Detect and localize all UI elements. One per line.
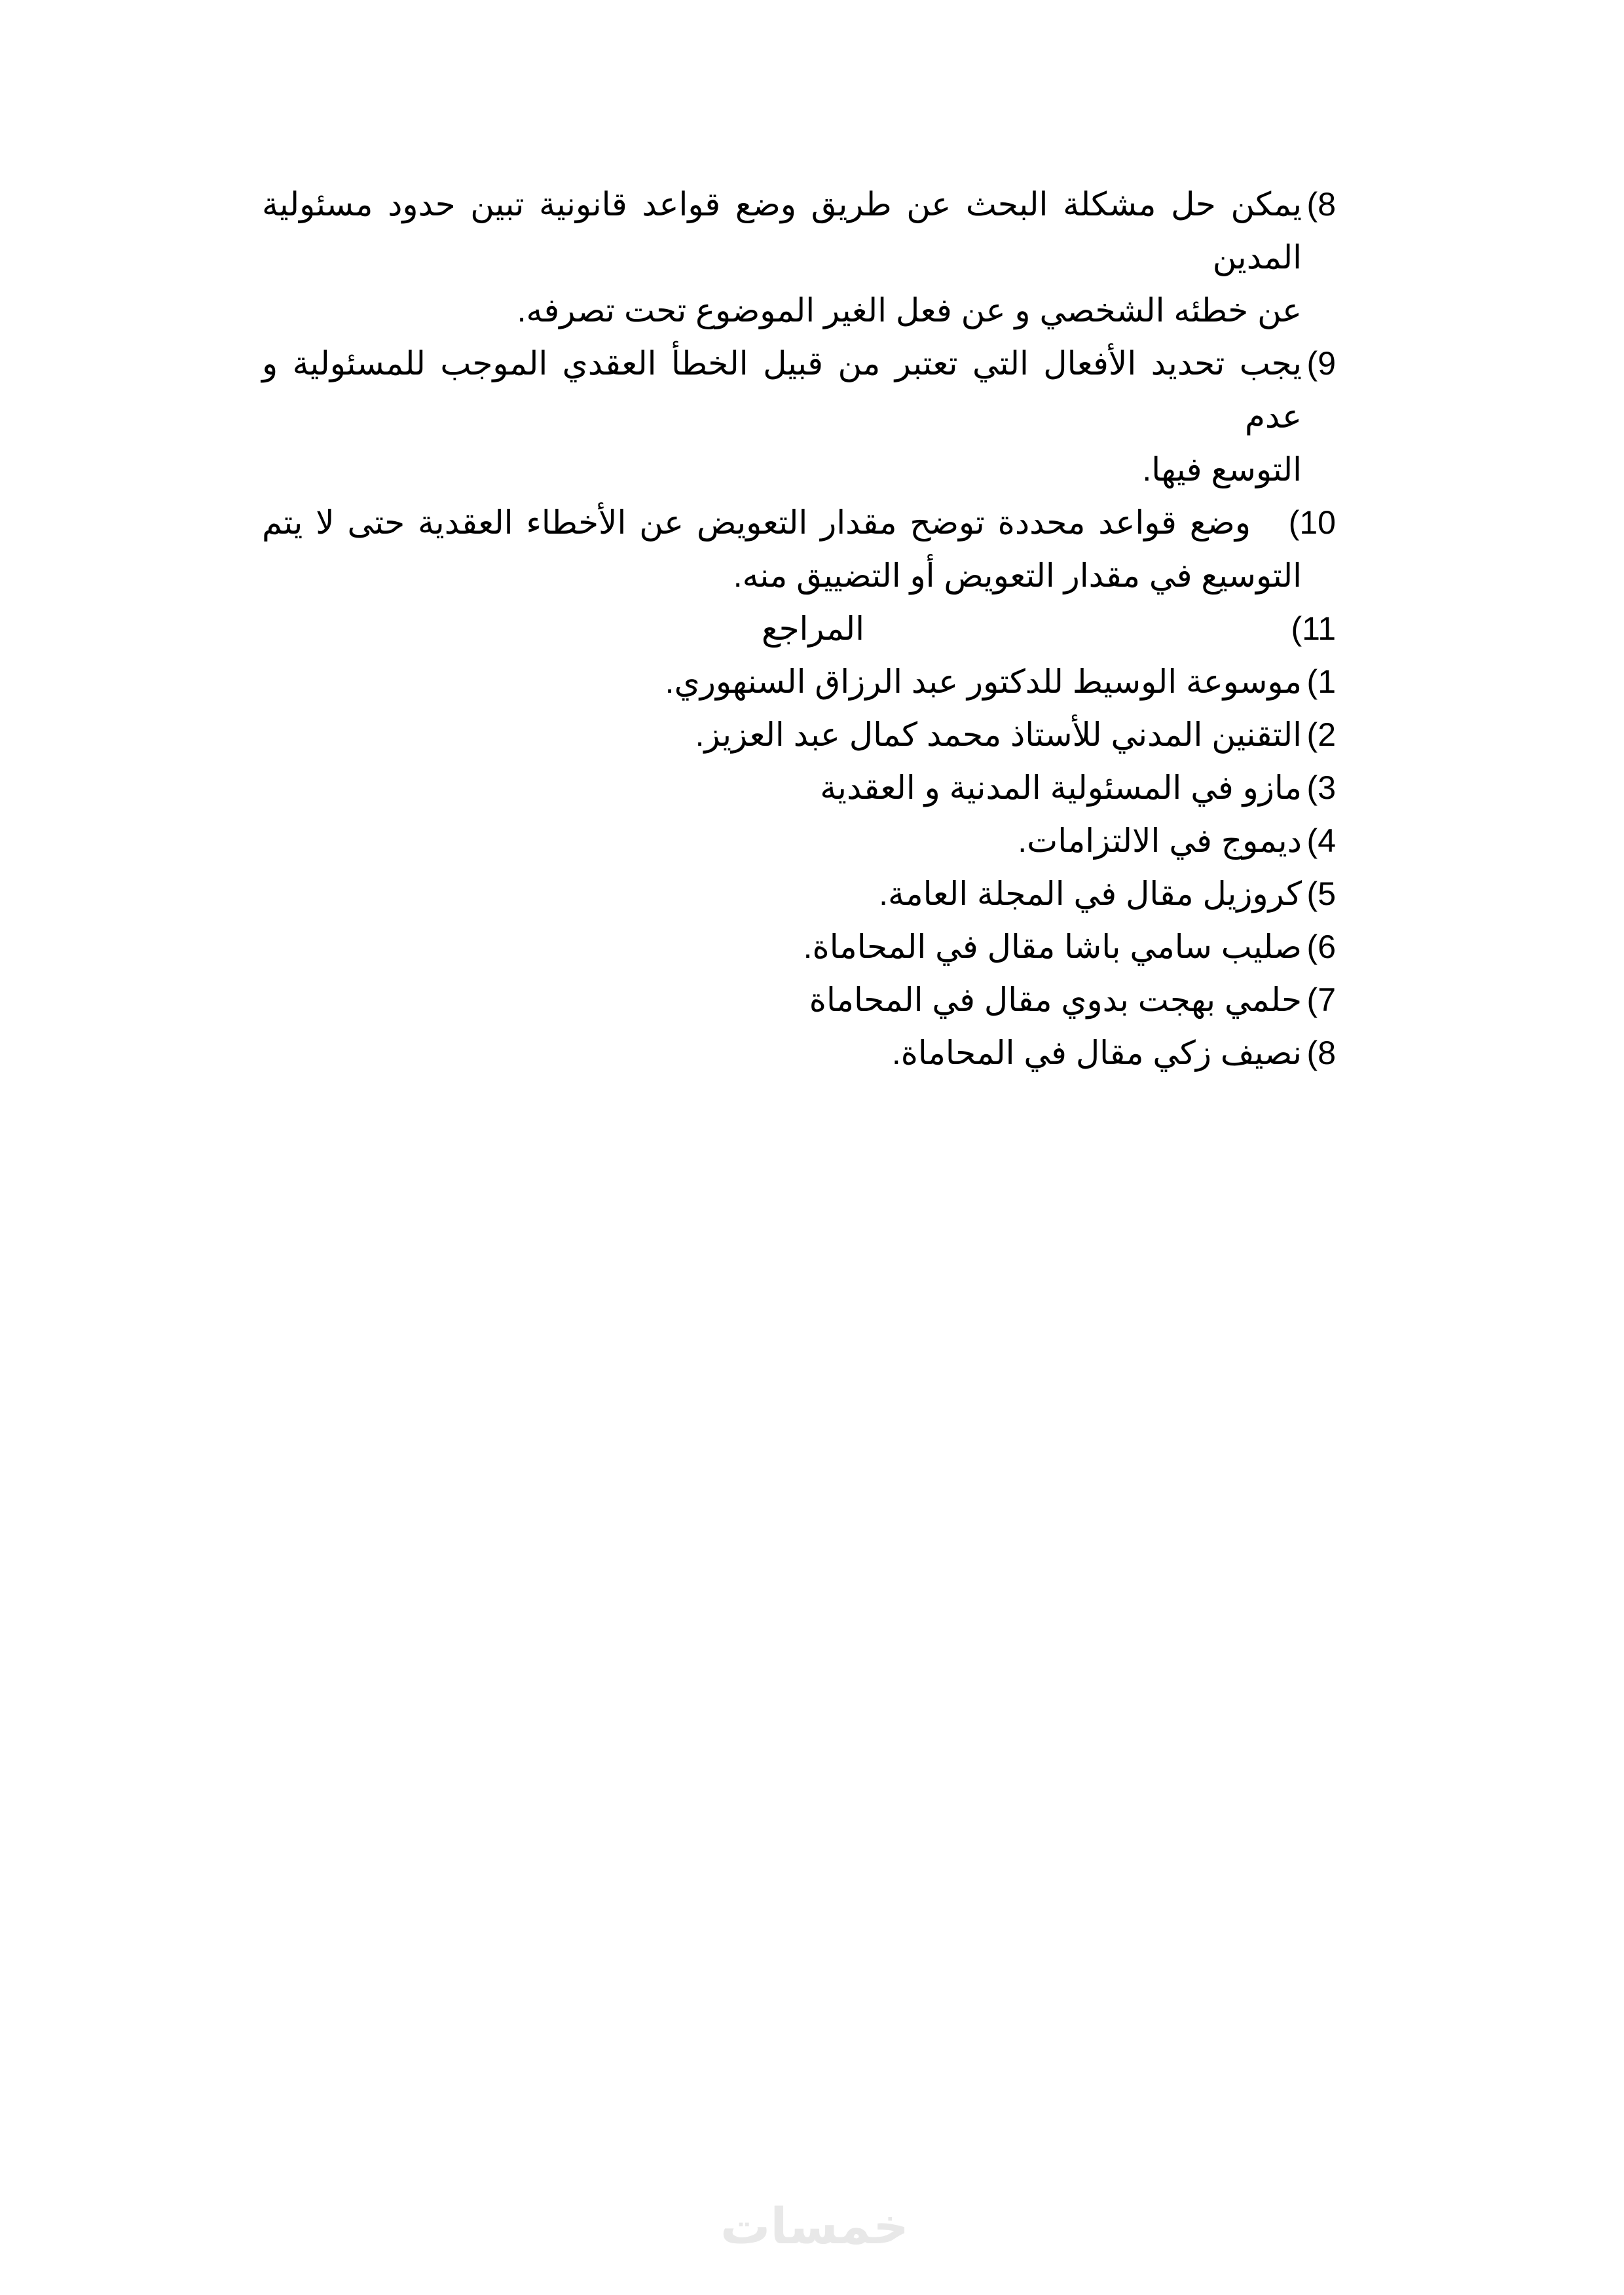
reference-text: حلمي بهجت بدوي مقال في المحاماة bbox=[809, 982, 1302, 1018]
reference-item-5 bbox=[262, 868, 1336, 921]
item-number: 8) bbox=[1306, 186, 1336, 223]
reference-number: 5) bbox=[1306, 875, 1336, 912]
item-line: التوسيع في مقدار التعويض أو التضييق منه. bbox=[733, 557, 1302, 594]
reference-text: موسوعة الوسيط للدكتور عبد الرزاق السنهوري. bbox=[665, 663, 1302, 700]
reference-item-7 bbox=[262, 974, 1336, 1027]
reference-item-4 bbox=[262, 815, 1336, 868]
reference-text: كروزيل مقال في المجلة العامة. bbox=[879, 875, 1302, 912]
conclusion-item-8 bbox=[262, 178, 1336, 337]
item-number: 11) bbox=[1291, 610, 1336, 647]
reference-number: 8) bbox=[1306, 1035, 1336, 1071]
item-line: يمكن حل مشكلة البحث عن طريق وضع قواعد قانونية تبين حدود مسئولية المدين bbox=[262, 186, 1302, 276]
item-line: يجب تحديد الأفعال التي تعتبر من قبيل الخطأ العقدي الموجب للمسئولية و عدم bbox=[262, 345, 1302, 435]
reference-number: 1) bbox=[1306, 663, 1336, 700]
references-heading bbox=[262, 602, 1336, 655]
document-body bbox=[262, 178, 1336, 1080]
conclusion-item-9 bbox=[262, 337, 1336, 496]
item-line: التوسع فيها. bbox=[1142, 451, 1302, 488]
reference-text: صليب سامي باشا مقال في المحاماة. bbox=[803, 928, 1302, 965]
conclusion-item-10 bbox=[262, 496, 1336, 549]
reference-text: مازو في المسئولية المدنية و العقدية bbox=[820, 769, 1302, 806]
reference-item-2 bbox=[262, 708, 1336, 762]
reference-text: التقنين المدني للأستاذ محمد كمال عبد العزيز. bbox=[695, 716, 1302, 753]
reference-number: 6) bbox=[1306, 928, 1336, 965]
reference-item-1 bbox=[262, 655, 1336, 708]
reference-number: 7) bbox=[1306, 982, 1336, 1018]
reference-number: 4) bbox=[1306, 822, 1336, 859]
reference-text: نصيف زكي مقال في المحاماة. bbox=[891, 1035, 1302, 1071]
conclusion-item-10-continued bbox=[262, 549, 1336, 602]
reference-number: 3) bbox=[1306, 769, 1336, 806]
item-number: 10) bbox=[1288, 504, 1336, 541]
reference-text: ديموج في الالتزامات. bbox=[1018, 822, 1302, 859]
reference-number: 2) bbox=[1306, 716, 1336, 753]
item-number: 9) bbox=[1306, 345, 1336, 382]
item-line: وضع قواعد محددة توضح مقدار التعويض عن الأخطاء العقدية حتى لا يتم bbox=[262, 504, 1251, 541]
references-title: المراجع bbox=[761, 610, 864, 647]
item-line: عن خطئه الشخصي و عن فعل الغير الموضوع تحت تصرفه. bbox=[517, 292, 1302, 329]
reference-item-3 bbox=[262, 762, 1336, 815]
khamsat-watermark: خمسات bbox=[720, 2197, 909, 2255]
reference-item-8 bbox=[262, 1027, 1336, 1080]
reference-item-6 bbox=[262, 921, 1336, 974]
